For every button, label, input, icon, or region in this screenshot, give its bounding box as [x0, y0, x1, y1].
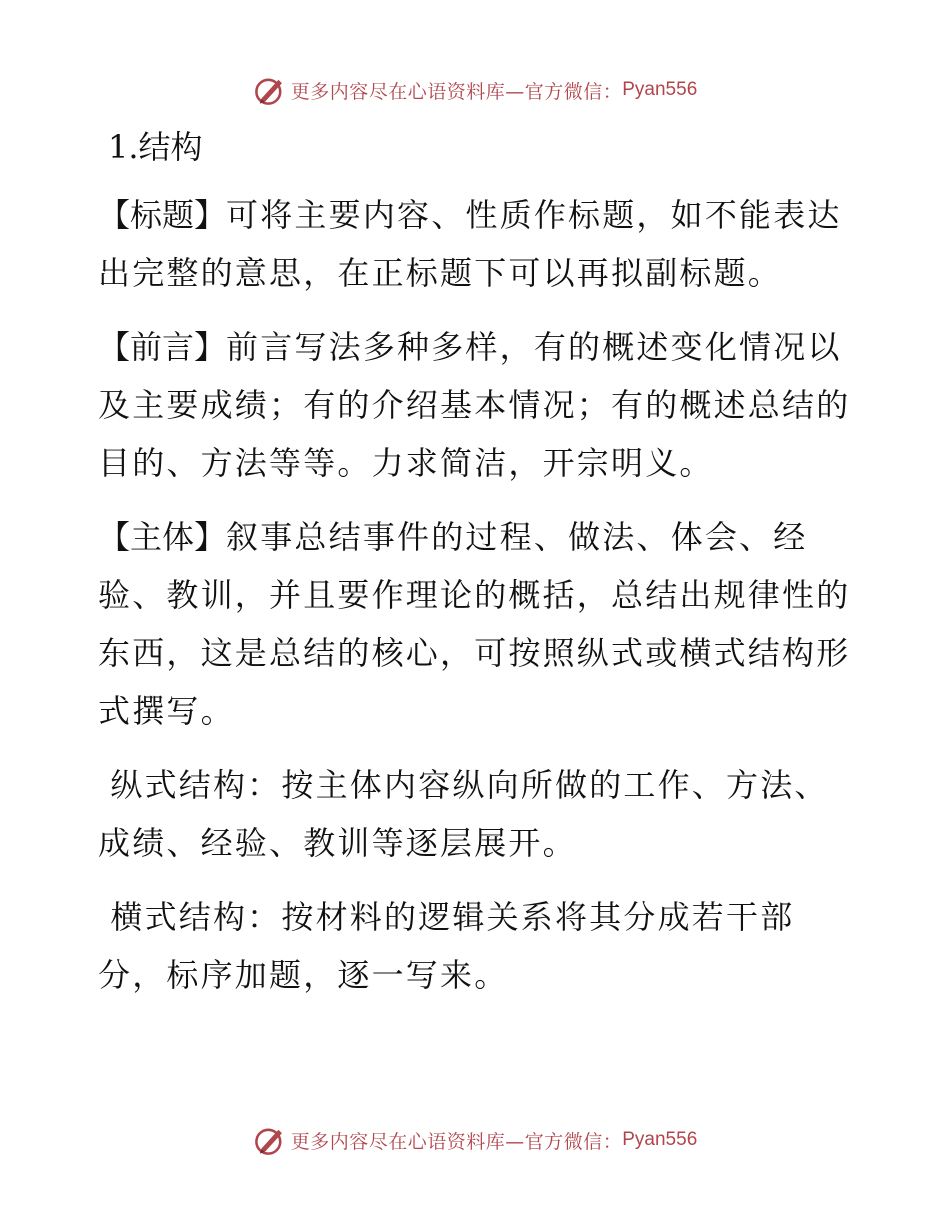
pen-logo-icon — [253, 73, 287, 107]
document-body — [98, 118, 858, 1020]
paragraph-label: 【主体】 — [98, 518, 227, 556]
paragraph-title — [98, 186, 858, 302]
pen-logo-icon — [253, 1123, 287, 1157]
paragraph-horizontal-structure — [98, 888, 858, 1004]
watermark-brand-text: 更多内容尽在心语资料库—官方微信： — [290, 1130, 623, 1153]
watermark-footer — [0, 1120, 950, 1160]
watermark-account: Pyan556 — [622, 79, 698, 100]
paragraph-text: 按材料的逻辑关系将其分成若干部分，标序加题，逐一写来。 — [98, 898, 795, 994]
paragraph-text: 前言写法多种多样，有的概述变化情况以及主要成绩；有的介绍基本情况；有的概述总结的目的、方法等等。力求简洁，开宗明义。 — [98, 328, 851, 482]
paragraph-text: 叙事总结事件的过程、做法、体会、经验、教训，并且要作理论的概括，总结出规律性的东西，这是总结的核心，可按照纵式或横式结构形式撰写。 — [98, 518, 851, 730]
paragraph-label: 纵式结构： — [98, 766, 282, 804]
paragraph-vertical-structure — [98, 756, 858, 872]
paragraph-preface — [98, 318, 858, 492]
section-heading: 1.结构 — [108, 128, 203, 166]
watermark-brand-text: 更多内容尽在心语资料库—官方微信： — [290, 80, 623, 103]
paragraph-text: 按主体内容纵向所做的工作、方法、成绩、经验、教训等逐层展开。 — [98, 766, 829, 862]
paragraph-label: 横式结构： — [98, 898, 282, 936]
paragraph-label: 【标题】 — [98, 196, 227, 234]
watermark-account: Pyan556 — [622, 1129, 698, 1150]
paragraph-label: 【前言】 — [98, 328, 227, 366]
paragraph-body — [98, 508, 858, 740]
watermark-header — [0, 70, 950, 110]
paragraph-text: 可将主要内容、性质作标题，如不能表达出完整的意思，在正标题下可以再拟副标题。 — [98, 196, 842, 292]
